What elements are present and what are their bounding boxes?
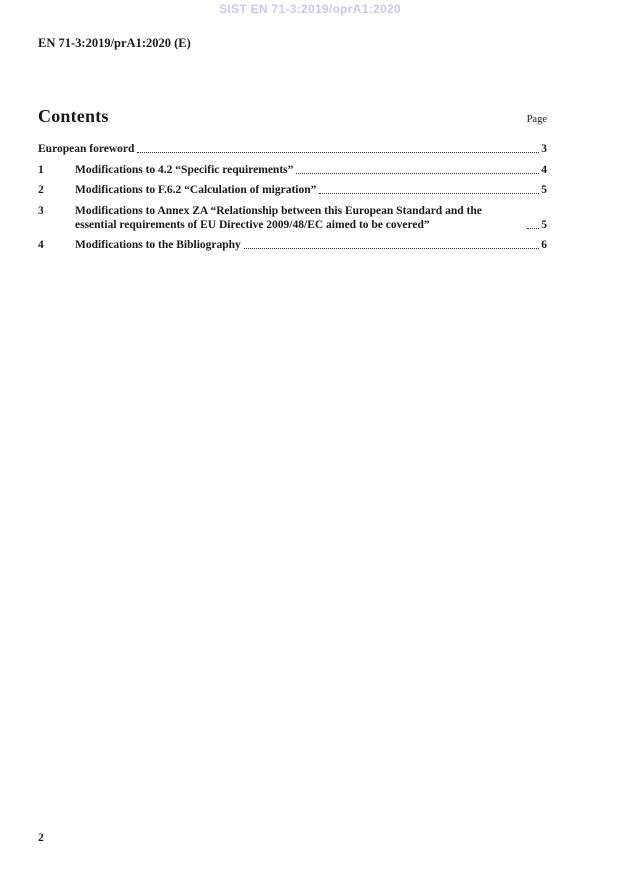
toc-entry — [38, 238, 547, 252]
document-reference: EN 71-3:2019/prA1:2020 (E) — [38, 36, 191, 50]
toc-entry-number: 2 — [38, 184, 44, 196]
toc-leader-dots — [527, 228, 539, 229]
toc-entry-title: Modifications to 4.2 “Specific requirements” — [75, 163, 294, 176]
toc-entry — [38, 183, 547, 197]
toc-entry-title: Modifications to the Bibliography — [75, 239, 241, 251]
toc-leader-dots — [296, 173, 539, 174]
toc-leader-dots — [137, 152, 539, 153]
toc-entry-title: Modifications to F.6.2 “Calculation of migration” — [75, 184, 317, 196]
page-column-label: Page — [526, 114, 547, 125]
contents-header — [38, 106, 547, 127]
toc-leader-dots — [319, 193, 539, 194]
toc-list — [38, 142, 547, 259]
toc-entry-number: 4 — [38, 239, 44, 251]
watermark-text: SIST EN 71-3:2019/oprA1:2020 — [219, 2, 401, 16]
contents-title: Contents — [38, 106, 109, 126]
footer-page-number: 2 — [38, 832, 44, 844]
toc-entry-page: 5 — [541, 184, 547, 196]
toc-entry — [38, 204, 547, 232]
toc-entry-page: 3 — [541, 143, 547, 155]
toc-leader-dots — [244, 248, 539, 249]
toc-entry-number: 3 — [38, 204, 44, 217]
toc-entry — [38, 142, 547, 156]
toc-entry-title: European foreword — [38, 143, 135, 155]
toc-entry — [38, 163, 547, 177]
toc-entry-title: Modifications to Annex ZA “Relationship between this European Standard and the essential requirements of EU Directive 2009/48/EC aimed to be covered” — [75, 204, 482, 231]
toc-entry-page: 5 — [541, 218, 547, 231]
toc-entry-page: 4 — [541, 163, 547, 176]
toc-entry-number: 1 — [38, 163, 44, 176]
toc-entry-page: 6 — [541, 239, 547, 251]
